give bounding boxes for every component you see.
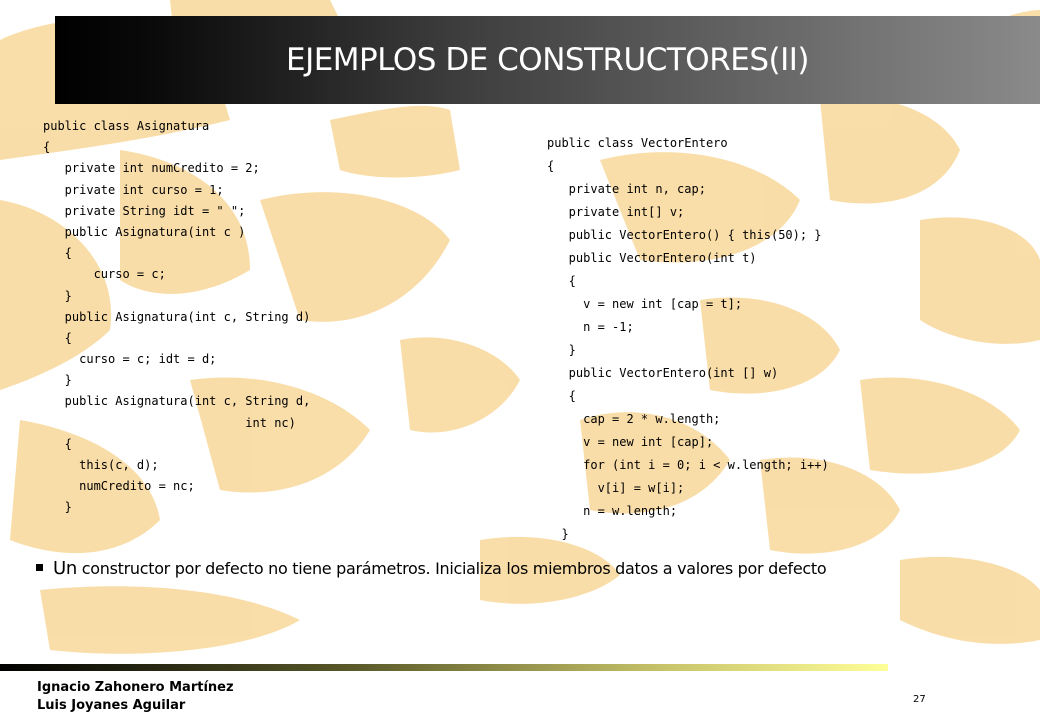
code-left-line: curso = c; idt = d;	[43, 352, 217, 367]
code-right-line: private int n, cap;	[547, 182, 706, 196]
code-left-line: private String idt = " ";	[43, 203, 246, 218]
code-left-line: {	[43, 436, 72, 451]
slide-title: EJEMPLOS DE CONSTRUCTORES(II)	[285, 42, 809, 78]
code-right-line: cap = 2 * w.length;	[547, 412, 721, 426]
code-left-line: this(c, d);	[43, 458, 159, 472]
code-right-line: v = new int [cap];	[547, 435, 714, 449]
code-left-line: int nc)	[43, 415, 296, 430]
code-block-vectorentero	[547, 132, 829, 546]
code-left-line: {	[43, 140, 51, 155]
code-right-line: {	[547, 389, 576, 403]
author-2: Luis Joyanes Aguilar	[37, 698, 186, 713]
code-right-line: public class VectorEntero	[547, 136, 728, 150]
code-right-line: public VectorEntero() { this(50); }	[547, 228, 822, 242]
code-left-line: public class Asignatura	[43, 119, 210, 133]
code-left-line: curso = c;	[43, 267, 166, 282]
code-left-line: private int curso = 1;	[43, 182, 224, 197]
note-lead: Un	[53, 558, 77, 579]
code-left-line: }	[43, 500, 72, 515]
title-bar	[55, 16, 1040, 104]
code-right-line: for (int i = 0; i < w.length; i++)	[547, 458, 829, 472]
code-right-line: v[i] = w[i];	[547, 481, 685, 495]
bullet-square-icon	[36, 564, 43, 571]
code-right-line: public VectorEntero(int [] w)	[547, 366, 779, 380]
page-number: 27	[913, 694, 926, 705]
code-left-line: }	[43, 288, 72, 303]
code-right-line: private int[] v;	[547, 205, 685, 219]
code-right-line: {	[547, 274, 576, 288]
footer-divider	[0, 664, 888, 671]
note-text: constructor por defecto no tiene parámetros. Inicializa los miembros datos a valores por defecto	[76, 559, 827, 578]
author-1: Ignacio Zahonero Martínez	[37, 680, 234, 695]
code-left-line: {	[43, 330, 72, 345]
code-right-line: n = -1;	[547, 320, 634, 334]
code-right-line: }	[547, 527, 569, 541]
code-left-line: public Asignatura(int c, String d)	[43, 309, 311, 324]
code-left-line: public Asignatura(int c, String d,	[43, 394, 311, 409]
code-right-line: }	[547, 343, 576, 357]
code-right-line: n = w.length;	[547, 504, 678, 518]
code-right-line: {	[547, 159, 555, 173]
code-left-line: {	[43, 246, 72, 261]
code-right-line: v = new int [cap = t];	[547, 297, 743, 311]
code-left-line: public Asignatura(int c )	[43, 224, 246, 239]
code-right-line: public VectorEntero(int t)	[547, 251, 757, 265]
code-left-line: private int numCredito = 2;	[43, 161, 260, 176]
code-block-asignatura	[43, 116, 310, 519]
bullet-note	[36, 558, 826, 579]
code-left-line: }	[43, 373, 72, 388]
code-left-line: numCredito = nc;	[43, 479, 195, 494]
